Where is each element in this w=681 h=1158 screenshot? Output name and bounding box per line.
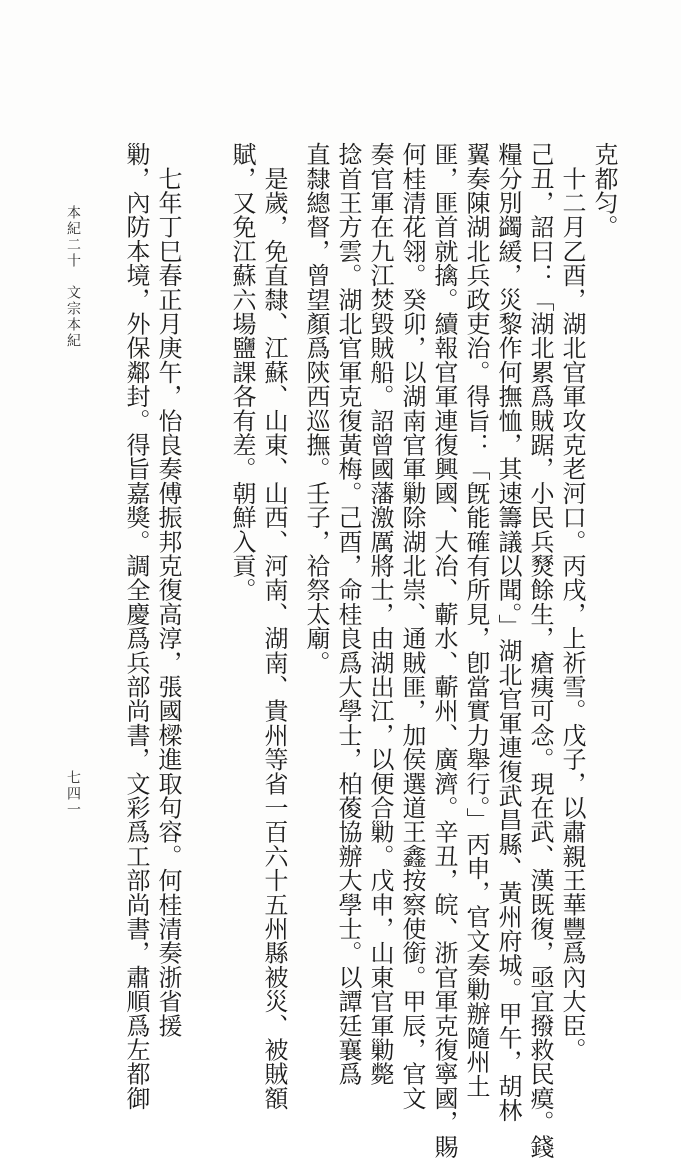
text-column-8: 奏官軍在九江焚毀賊船。詔曾國藩激厲將士，由湖出江，以便合勦。戊申，山東官軍勦斃	[366, 142, 394, 1086]
text-column-11: 是歲，免直隸、江蘇、山東、山西、河南、湖南、貴州等省一百六十五州縣被災、被賊額	[260, 142, 288, 1110]
running-header: 本紀二十 文宗本紀	[65, 205, 81, 349]
page-number: 七四一	[65, 770, 81, 818]
text-column-9: 捻首王方雲。湖北官軍克復黃梅。己酉，命桂良爲大學士，柏葰協辦大學士。以譚廷襄爲	[334, 142, 362, 1086]
text-column-1: 克都匀。	[590, 142, 618, 239]
text-column-3: 己丑，詔曰：「湖北累爲賊踞，小民兵燹餘生，瘡痍可念。現在武、漢既復，亟宜撥救民瘼。錢	[526, 142, 554, 1158]
text-column-12: 賦，又免江蘇六場鹽課各有差。朝鮮入貢。	[228, 142, 256, 602]
text-column-4: 糧分別蠲緩，災黎作何撫恤，其速籌議以聞。」湖北官軍連復武昌縣、黃州府城。甲午，胡林	[494, 142, 522, 1123]
text-column-7: 何桂清花翎。癸卯，以湖南官軍勦除湖北崇、通賊匪，加侯選道王鑫按察使銜。甲辰，官文	[398, 142, 426, 1110]
text-column-5: 翼奏陳湖北兵政吏治。得旨：「旣能確有所見，卽當實力舉行。」丙申，官文奏勦辦隨州土	[462, 142, 490, 1098]
text-column-10: 直隸總督，曾望顏爲陝西巡撫。壬子，祫祭太廟。	[302, 142, 330, 675]
text-column-13: 七年丁巳春正月庚午，怡良奏傅振邦克復高淳，張國樑進取句容。何桂清奏浙省援	[154, 142, 182, 1038]
text-column-6: 匪，匪首就擒。續報官軍連復興國、大冶、蘄水、蘄州、廣濟。辛丑，皖、浙官軍克復寧國，賜	[430, 142, 458, 1158]
text-column-2: 十二月乙酉，湖北官軍攻克老河口。丙戌，上祈雪。戊子，以肅親王華豐爲內大臣。	[558, 142, 586, 1062]
text-column-14: 勦，內防本境，外保鄰封。得旨嘉獎。調全慶爲兵部尚書，文彩爲工部尚書，肅順爲左都御	[122, 142, 150, 1110]
